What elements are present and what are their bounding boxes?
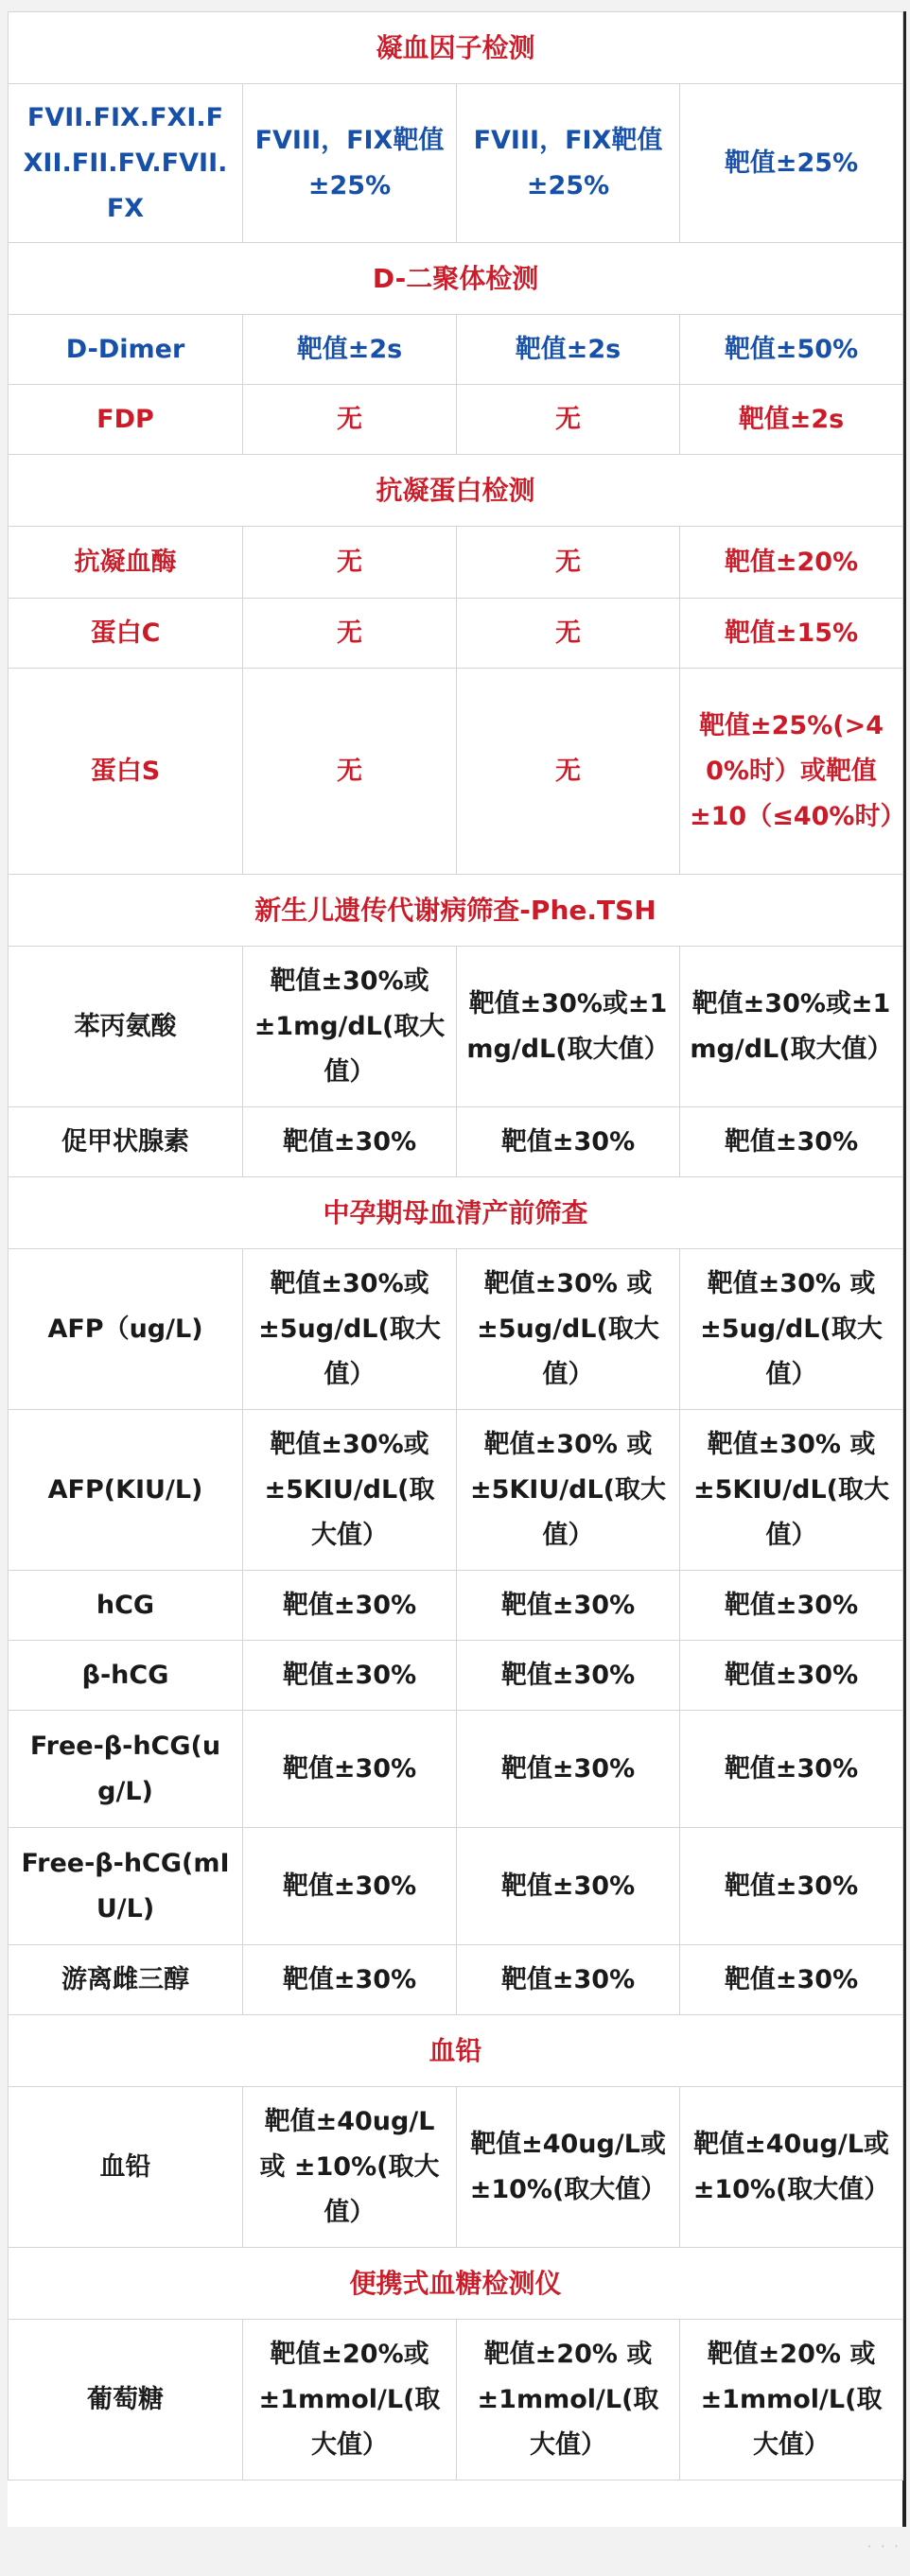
criterion-cell-2: 靶值±30% — [457, 1107, 680, 1177]
criterion-cell-3: 靶值±2s — [680, 385, 903, 455]
table-row — [9, 1571, 903, 1641]
criterion-cell-2: 靶值±30% 或±5ug/dL(取大值） — [457, 1249, 680, 1410]
section-header-row — [9, 2248, 903, 2320]
criterion-cell-3: 靶值±30% — [680, 1828, 903, 1945]
criterion-cell-2: 靶值±30% — [457, 1641, 680, 1711]
item-name-cell: FDP — [9, 385, 243, 455]
criterion-cell-1: FVIII，FIX靶值±25% — [243, 84, 457, 243]
quality-criteria-table — [8, 11, 906, 2480]
item-name-cell: Free-β-hCG(mIU/L) — [9, 1828, 243, 1945]
criterion-cell-1: 靶值±30% — [243, 1828, 457, 1945]
criterion-cell-3: 靶值±50% — [680, 315, 903, 385]
table-row — [9, 599, 903, 669]
section-header-row — [9, 1177, 903, 1249]
criterion-cell-1: 靶值±30% — [243, 1107, 457, 1177]
watermark: · · · — [866, 2537, 901, 2555]
table-row — [9, 84, 903, 243]
criterion-cell-3: 靶值±30% — [680, 1571, 903, 1641]
criterion-cell-2: 靶值±20% 或±1mmol/L(取大值） — [457, 2320, 680, 2480]
item-name-cell: hCG — [9, 1571, 243, 1641]
criterion-cell-2: 靶值±30% — [457, 1711, 680, 1828]
item-name-cell: 葡萄糖 — [9, 2320, 243, 2480]
criterion-cell-1: 靶值±30% — [243, 1641, 457, 1711]
item-name-cell: 蛋白C — [9, 599, 243, 669]
item-name-cell: 游离雌三醇 — [9, 1945, 243, 2015]
criterion-cell-1: 靶值±30% — [243, 1711, 457, 1828]
item-name-cell: β-hCG — [9, 1641, 243, 1711]
criterion-cell-2: 靶值±40ug/L或 ±10%(取大值） — [457, 2087, 680, 2248]
table-row — [9, 1945, 903, 2015]
criterion-cell-1: 靶值±30%或±5ug/dL(取大值） — [243, 1249, 457, 1410]
section-title: 血铅 — [9, 2015, 903, 2087]
criterion-cell-3: 靶值±25% — [680, 84, 903, 243]
criterion-cell-1: 靶值±40ug/L 或 ±10%(取大值） — [243, 2087, 457, 2248]
item-name-cell: 苯丙氨酸 — [9, 947, 243, 1107]
item-name-cell: D-Dimer — [9, 315, 243, 385]
item-name-cell: AFP(KIU/L) — [9, 1410, 243, 1571]
criterion-cell-3: 靶值±40ug/L或 ±10%(取大值） — [680, 2087, 903, 2248]
criterion-cell-1: 靶值±30%或±1mg/dL(取大值） — [243, 947, 457, 1107]
item-name-cell: Free-β-hCG(ug/L) — [9, 1711, 243, 1828]
criterion-cell-3: 靶值±30% — [680, 1107, 903, 1177]
criterion-cell-1: 靶值±30% — [243, 1571, 457, 1641]
criterion-cell-2: 靶值±30% — [457, 1945, 680, 2015]
criterion-cell-1: 靶值±30% — [243, 1945, 457, 2015]
item-name-cell: 血铅 — [9, 2087, 243, 2248]
section-header-row — [9, 455, 903, 527]
criterion-cell-2: 无 — [457, 599, 680, 669]
section-header-row — [9, 2015, 903, 2087]
criterion-cell-1: 靶值±2s — [243, 315, 457, 385]
table-row — [9, 1828, 903, 1945]
table-row — [9, 669, 903, 875]
table-row — [9, 385, 903, 455]
criterion-cell-1: 无 — [243, 599, 457, 669]
section-title: D-二聚体检测 — [9, 243, 903, 315]
section-title: 新生儿遗传代谢病筛查-Phe.TSH — [9, 875, 903, 947]
table-row — [9, 2087, 903, 2248]
table-row — [9, 947, 903, 1107]
item-name-cell: AFP（ug/L) — [9, 1249, 243, 1410]
criterion-cell-1: 无 — [243, 527, 457, 599]
criterion-cell-3: 靶值±25%(>40%时）或靶值±10（≤40%时） — [680, 669, 903, 875]
criterion-cell-2: 靶值±30%或±1mg/dL(取大值） — [457, 947, 680, 1107]
criterion-cell-3: 靶值±30% — [680, 1945, 903, 2015]
table-row — [9, 1410, 903, 1571]
criterion-cell-2: 靶值±30% — [457, 1828, 680, 1945]
section-title: 抗凝蛋白检测 — [9, 455, 903, 527]
item-name-cell: 促甲状腺素 — [9, 1107, 243, 1177]
criterion-cell-3: 靶值±30% 或±5KIU/dL(取大值） — [680, 1410, 903, 1571]
table-row — [9, 315, 903, 385]
item-name-cell: 蛋白S — [9, 669, 243, 875]
table-row — [9, 1641, 903, 1711]
criterion-cell-2: 靶值±2s — [457, 315, 680, 385]
criterion-cell-3: 靶值±20% — [680, 527, 903, 599]
criterion-cell-2: 无 — [457, 527, 680, 599]
criterion-cell-3: 靶值±30%或±1mg/dL(取大值） — [680, 947, 903, 1107]
section-title: 便携式血糖检测仪 — [9, 2248, 903, 2320]
criterion-cell-1: 无 — [243, 385, 457, 455]
table-row — [9, 2320, 903, 2480]
item-name-cell: 抗凝血酶 — [9, 527, 243, 599]
section-title: 凝血因子检测 — [9, 12, 903, 84]
document-page — [8, 11, 906, 2527]
criterion-cell-1: 靶值±20%或 ±1mmol/L(取大值） — [243, 2320, 457, 2480]
criterion-cell-2: 靶值±30% — [457, 1571, 680, 1641]
criterion-cell-2: 靶值±30% 或±5KIU/dL(取大值） — [457, 1410, 680, 1571]
criterion-cell-3: 靶值±30% — [680, 1711, 903, 1828]
criterion-cell-2: FVIII，FIX靶值±25% — [457, 84, 680, 243]
criterion-cell-1: 靶值±30%或±5KIU/dL(取大值） — [243, 1410, 457, 1571]
table-row — [9, 1107, 903, 1177]
criterion-cell-3: 靶值±15% — [680, 599, 903, 669]
section-header-row — [9, 243, 903, 315]
table-row — [9, 527, 903, 599]
section-header-row — [9, 12, 903, 84]
section-title: 中孕期母血清产前筛查 — [9, 1177, 903, 1249]
criterion-cell-1: 无 — [243, 669, 457, 875]
criterion-cell-2: 无 — [457, 385, 680, 455]
criterion-cell-3: 靶值±30% 或±5ug/dL(取大值） — [680, 1249, 903, 1410]
criterion-cell-2: 无 — [457, 669, 680, 875]
table-row — [9, 1711, 903, 1828]
table-row — [9, 1249, 903, 1410]
item-name-cell: FVII.FIX.FXI.FXII.FII.FV.FVII.FX — [9, 84, 243, 243]
criterion-cell-3: 靶值±30% — [680, 1641, 903, 1711]
section-header-row — [9, 875, 903, 947]
criterion-cell-3: 靶值±20% 或±1mmol/L(取大值） — [680, 2320, 903, 2480]
